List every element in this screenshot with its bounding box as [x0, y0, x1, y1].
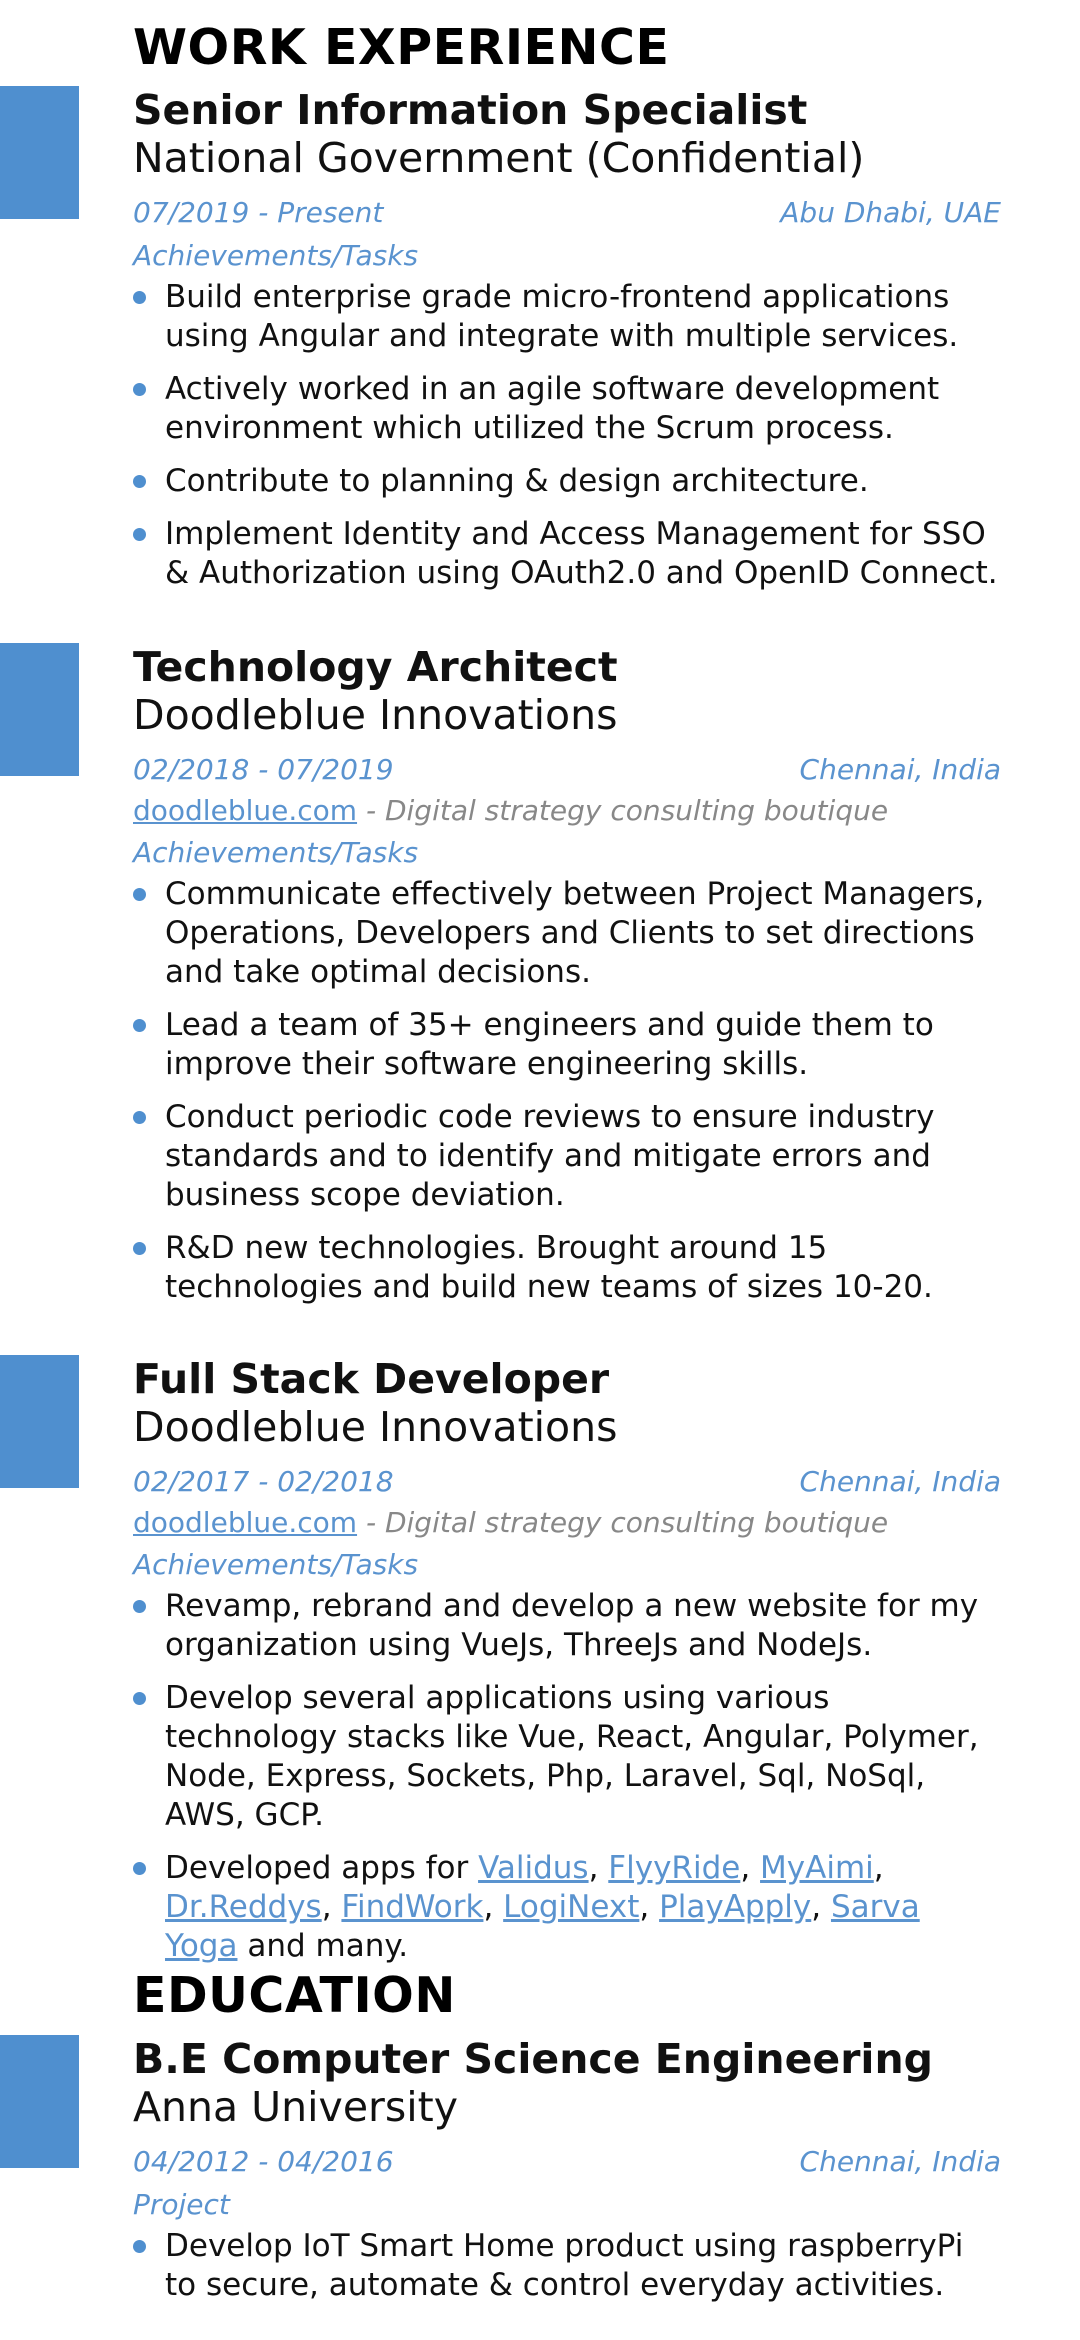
education-heading: EDUCATION [133, 1967, 456, 2024]
project-label: Project [133, 2188, 230, 2221]
company-website-link[interactable]: doodleblue.com [133, 1506, 358, 1539]
work-experience-heading: WORK EXPERIENCE [133, 19, 670, 76]
task-item: Revamp, rebrand and develop a new website for my organization using VueJs, ThreeJs and NodeJs. [133, 1587, 1001, 1665]
task-list [133, 1587, 1001, 1966]
bullet-dot-icon [133, 291, 146, 304]
task-item: R&D new technologies. Brought around 15 technologies and build new teams of sizes 10-20. [133, 1229, 1001, 1307]
job-meta-row [133, 192, 1001, 234]
task-item: Communicate effectively between Project Managers, Operations, Developers and Clients to set directions and take optimal decisions. [133, 875, 1001, 992]
app-link-validus[interactable]: Validus [478, 1850, 589, 1886]
job-dates: 02/2017 - 02/2018 [133, 1465, 394, 1498]
bullet-dot-icon [133, 888, 146, 901]
task-item: Actively worked in an agile software development environment which utilized the Scrum process. [133, 370, 1001, 448]
bullet-dot-icon [133, 1862, 146, 1875]
bullet-dot-icon [133, 1019, 146, 1032]
bullet-dot-icon [133, 1242, 146, 1255]
tasks-label: Achievements/Tasks [133, 836, 419, 869]
project-item: Develop IoT Smart Home product using raspberryPi to secure, automate & control everyday activities. [133, 2227, 1001, 2305]
company-description: - Digital strategy consulting boutique [357, 1506, 889, 1539]
bullet-dot-icon [133, 1111, 146, 1124]
company-description: - Digital strategy consulting boutique [357, 794, 889, 827]
entry-accent-bar [0, 643, 79, 776]
job-location: Abu Dhabi, UAE [780, 196, 1001, 229]
bullet-dot-icon [133, 1600, 146, 1613]
task-item: Lead a team of 35+ engineers and guide them to improve their software engineering skills. [133, 1006, 1001, 1084]
tasks-label: Achievements/Tasks [133, 1548, 419, 1581]
education-meta-row [133, 2141, 1001, 2183]
app-link-flyyride[interactable]: FlyyRide [608, 1850, 741, 1886]
job-location: Chennai, India [799, 1465, 1001, 1498]
app-link-loginext[interactable]: LogiNext [503, 1889, 640, 1925]
entry-accent-bar [0, 86, 79, 219]
job-organization: Doodleblue Innovations [133, 691, 618, 739]
entry-accent-bar [0, 1355, 79, 1488]
education-dates: 04/2012 - 04/2016 [133, 2145, 394, 2178]
bullet-dot-icon [133, 528, 146, 541]
project-list [133, 2227, 1001, 2305]
task-item-apps: Developed apps for Validus, FlyyRide, MyAimi, Dr.Reddys, FindWork, LogiNext, PlayApply, Sarva Yoga and many. [133, 1849, 1001, 1966]
bullet-dot-icon [133, 2240, 146, 2253]
job-title: Full Stack Developer [133, 1355, 610, 1403]
tasks-label: Achievements/Tasks [133, 239, 419, 272]
app-link-playapply[interactable]: PlayApply [659, 1889, 812, 1925]
company-website-row [133, 1503, 1001, 1543]
education-location: Chennai, India [799, 2145, 1001, 2178]
task-item: Contribute to planning & design architecture. [133, 462, 1001, 501]
job-title: Technology Architect [133, 643, 618, 691]
app-link-drreddys[interactable]: Dr.Reddys [165, 1889, 322, 1925]
job-dates: 07/2019 - Present [133, 196, 384, 229]
task-item: Conduct periodic code reviews to ensure industry standards and to identify and mitigate errors and business scope deviation. [133, 1098, 1001, 1215]
app-link-sarva-yoga[interactable]: Sarva Yoga [165, 1889, 920, 1964]
entry-accent-bar [0, 2035, 79, 2168]
degree-title: B.E Computer Science Engineering [133, 2035, 934, 2083]
bullet-dot-icon [133, 383, 146, 396]
company-website-row [133, 791, 1001, 831]
app-link-findwork[interactable]: FindWork [341, 1889, 484, 1925]
bullet-dot-icon [133, 1692, 146, 1705]
task-list [133, 278, 1001, 593]
university-name: Anna University [133, 2083, 458, 2131]
job-location: Chennai, India [799, 753, 1001, 786]
app-link-myaimi[interactable]: MyAimi [760, 1850, 874, 1886]
job-organization: National Government (Confidential) [133, 134, 865, 182]
task-item: Implement Identity and Access Management for SSO & Authorization using OAuth2.0 and OpenID Connect. [133, 515, 1001, 593]
task-item: Build enterprise grade micro-frontend applications using Angular and integrate with multiple services. [133, 278, 1001, 356]
job-meta-row [133, 1461, 1001, 1503]
job-meta-row [133, 749, 1001, 791]
job-title: Senior Information Specialist [133, 86, 808, 134]
bullet-dot-icon [133, 475, 146, 488]
job-organization: Doodleblue Innovations [133, 1403, 618, 1451]
task-item: Develop several applications using various technology stacks like Vue, React, Angular, Polymer, Node, Express, Sockets, Php, Laravel, Sql, NoSql, AWS, GCP. [133, 1679, 1001, 1835]
task-list [133, 875, 1001, 1307]
job-dates: 02/2018 - 07/2019 [133, 753, 394, 786]
company-website-link[interactable]: doodleblue.com [133, 794, 358, 827]
